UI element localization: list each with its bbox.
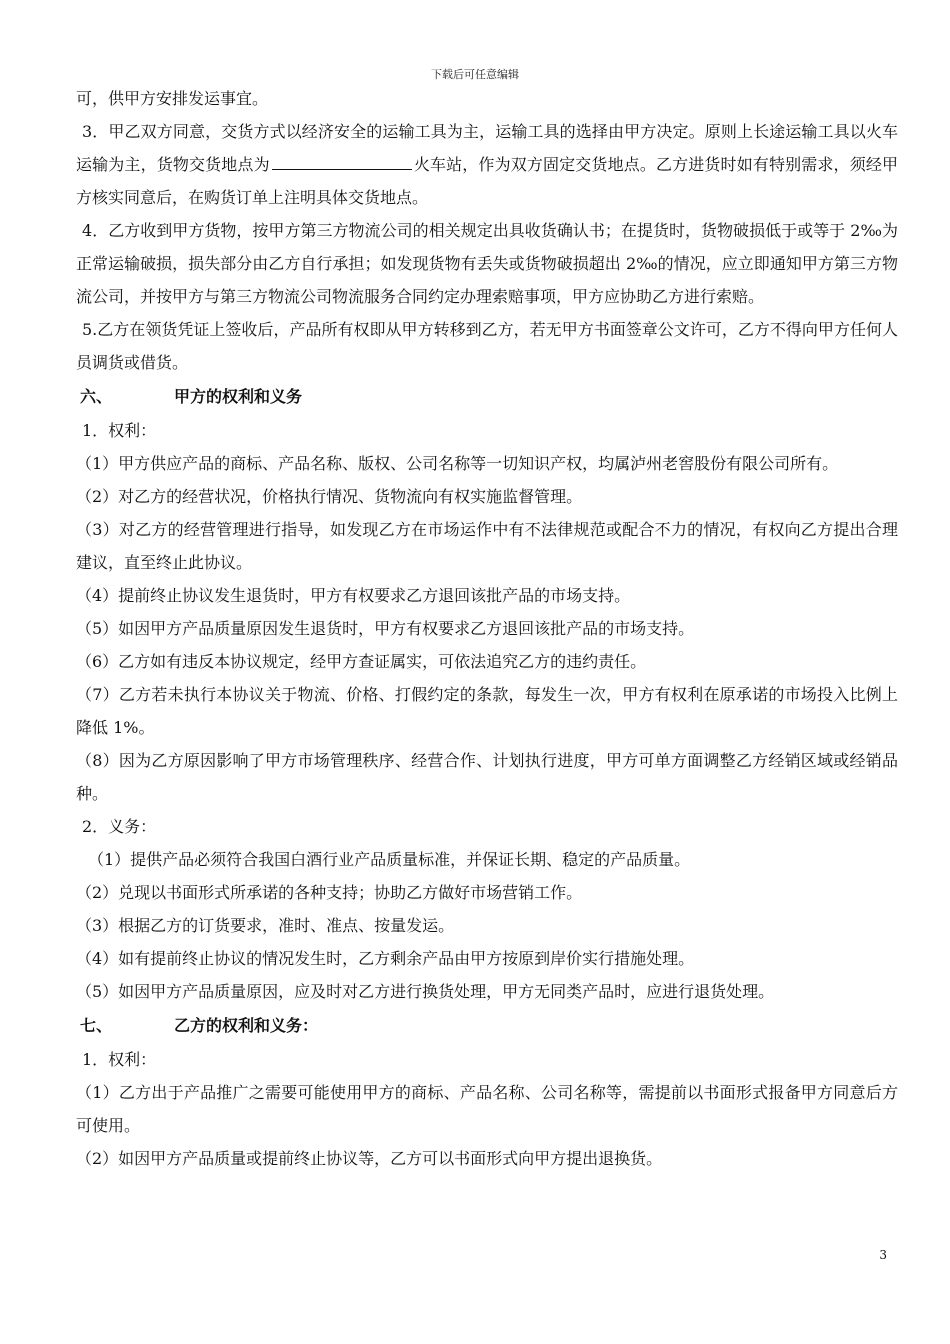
page-header: 下载后可任意编辑 (431, 68, 519, 81)
paragraph (76, 115, 898, 214)
paragraph: （2）如因甲方产品质量或提前终止协议等，乙方可以书面形式向甲方提出退换货。 (76, 1149, 663, 1168)
paragraph: （2）对乙方的经营状况，价格执行情况、货物流向有权实施监督管理。 (76, 487, 583, 506)
paragraph: （6）乙方如有违反本协议规定，经甲方查证属实，可依法追究乙方的违约责任。 (76, 652, 647, 671)
paragraph-text: 3．甲乙双方同意，交货方式以经济安全的运输工具为主，运输工具的选择由甲方决定。原则上长途运输工具以火车运输为主，货物交货地点为 (76, 122, 898, 174)
paragraph: （1）提供产品必须符合我国白酒行业产品质量标准，并保证长期、稳定的产品质量。 (88, 850, 691, 869)
paragraph: （3）根据乙方的订货要求，准时、准点、按量发运。 (76, 916, 455, 935)
paragraph: 2．义务： (82, 817, 157, 836)
paragraph-text: 火车站，作为双方固定交货地点。乙方进货时如有特别需求，须经甲方核实同意后，在购货订单上注明具体交货地点。 (76, 155, 898, 207)
section-number: 七、 (80, 1016, 113, 1035)
section-number: 六、 (80, 387, 113, 406)
fill-in-blank[interactable] (272, 155, 412, 170)
section-heading (76, 1008, 898, 1043)
section-heading (76, 379, 898, 414)
paragraph: （7）乙方若未执行本协议关于物流、价格、打假约定的条款，每发生一次，甲方有权利在原承诺的市场投入比例上降低 1%。 (76, 685, 898, 737)
document-body (76, 82, 898, 1175)
paragraph: 4．乙方收到甲方货物，按甲方第三方物流公司的相关规定出具收货确认书；在提货时，货物破损低于或等于 2‰为正常运输破损，损失部分由乙方自行承担；如发现货物有丢失或货物破损超出 2‰的情况，应立即通知甲方第三方物流公司，并按甲方与第三方物流公司物流服务合同约定办理索赔事项，甲方应协助乙方进行索赔。 (76, 221, 898, 306)
paragraph: （2）兑现以书面形式所承诺的各种支持；协助乙方做好市场营销工作。 (76, 883, 583, 902)
paragraph: （4）如有提前终止协议的情况发生时，乙方剩余产品由甲方按原到岸价实行措施处理。 (76, 949, 695, 968)
paragraph: 可，供甲方安排发运事宜。 (76, 89, 269, 108)
paragraph: 5.乙方在领货凭证上签收后，产品所有权即从甲方转移到乙方，若无甲方书面签章公文许可，乙方不得向甲方任何人员调货或借货。 (76, 320, 898, 372)
paragraph: （1）乙方出于产品推广之需要可能使用甲方的商标、产品名称、公司名称等，需提前以书面形式报备甲方同意后方可使用。 (76, 1083, 898, 1135)
paragraph: （8）因为乙方原因影响了甲方市场管理秩序、经营合作、计划执行进度，甲方可单方面调整乙方经销区域或经销品种。 (76, 751, 898, 803)
paragraph: （3）对乙方的经营管理进行指导，如发现乙方在市场运作中有不法律规范或配合不力的情况，有权向乙方提出合理建议，直至终止此协议。 (76, 520, 898, 572)
page-number: 3 (879, 1248, 887, 1262)
paragraph: （1）甲方供应产品的商标、产品名称、版权、公司名称等一切知识产权，均属泸州老窖股份有限公司所有。 (76, 454, 839, 473)
paragraph: （5）如因甲方产品质量原因发生退货时，甲方有权要求乙方退回该批产品的市场支持。 (76, 619, 695, 638)
paragraph: （5）如因甲方产品质量原因，应及时对乙方进行换货处理，甲方无同类产品时，应进行退货处理。 (76, 982, 775, 1001)
paragraph: 1．权利： (82, 1050, 157, 1069)
paragraph: （4）提前终止协议发生退货时，甲方有权要求乙方退回该批产品的市场支持。 (76, 586, 631, 605)
paragraph: 1．权利： (82, 421, 157, 440)
section-title: 甲方的权利和义务 (174, 387, 303, 406)
section-title: 乙方的权利和义务： (174, 1016, 319, 1035)
